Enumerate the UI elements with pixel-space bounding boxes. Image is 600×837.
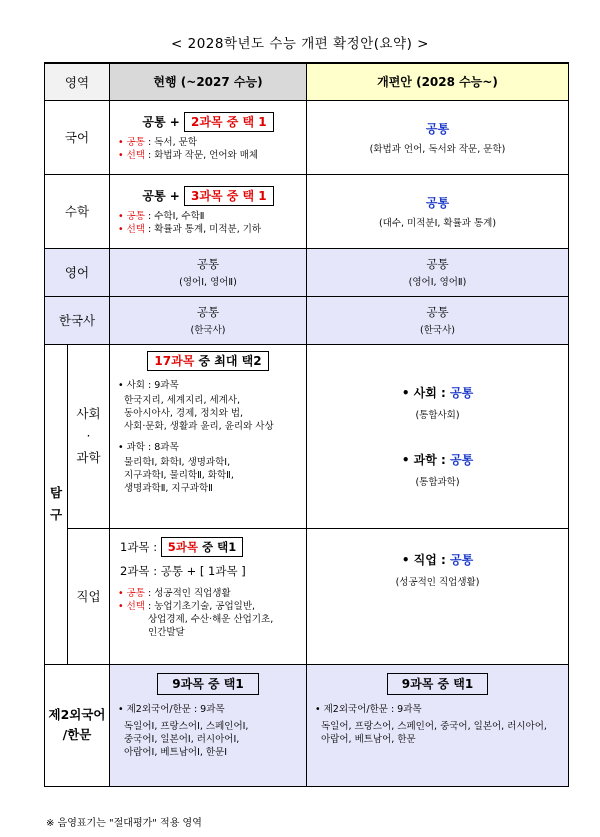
social-list-0: 한국지리, 세계지리, 세계사, [124,394,241,406]
voc-line2: 2과목 : 공통 + [ 1과목 ] [120,563,246,578]
korean-current: 공통 + 2과목 중 택 1 • 공통 : 독서, 문학 • 선택 : 화법과 작문, 언어와 매체 [110,100,307,174]
math-cur-box: 3과목 중 택 1 [184,186,274,206]
header-current: 현행 (~2027 수능) [110,63,307,100]
new-science-val: 공통 [450,453,474,467]
korean-cur-box: 2과목 중 택 1 [184,112,274,132]
row-socsci [45,344,569,528]
foreign-cur-list-0: 독일어Ⅰ, 프랑스어Ⅰ, 스페인어Ⅰ, [124,720,249,732]
row-history [45,296,569,344]
header-row [45,63,569,100]
foreign-new-head: • 제2외국어/한문 : 9과목 [315,703,422,715]
socsci-label-1: 사회 [76,406,101,421]
math-reform [307,174,569,248]
social-list-2: 사회·문화, 생활과 윤리, 윤리와 사상 [124,420,274,432]
header-reform: 개편안 (2028 수능~) [307,63,569,100]
row-vocational [45,528,569,664]
new-science-label: • 과학 : [401,453,450,467]
social-head: • 사회 : 9과목 [118,379,179,391]
area-inquiry-char-1: 구 [49,507,63,522]
area-inquiry [45,344,68,664]
voc-box-rest: 중 택1 [197,539,237,554]
english-current [110,248,307,296]
foreign-area-2: /한문 [62,727,92,742]
page-title: < 2028학년도 수능 개편 확정안(요약) > [171,36,429,52]
foreign-cur-list-2: 아랍어Ⅰ, 베트남어Ⅰ, 한문Ⅰ [124,746,228,758]
socsci-cur-box-red: 17과목 [154,353,195,368]
socsci-current [110,344,307,528]
korean-cur-tag-1: 선택 [126,150,145,161]
row-english [45,248,569,296]
area-history: 한국사 [45,296,110,344]
foreign-cur-head: • 제2외국어/한문 : 9과목 [118,703,225,715]
math-cur-text-0: : 수학Ⅰ, 수학Ⅱ [144,211,205,222]
english-cur-sub: (영어Ⅰ, 영어Ⅱ) [179,277,237,288]
row-korean [45,100,569,174]
math-new-sub: (대수, 미적분Ⅰ, 확률과 통계) [378,217,497,229]
english-reform [307,248,569,296]
korean-new-main: 공통 [425,121,450,136]
history-cur-main: 공통 [196,305,220,319]
foreign-cur-box: 9과목 중 택1 [157,673,258,695]
voc-text-1: : 농업기초기술, 공업일반, [144,600,256,612]
vocational-reform [307,528,569,664]
science-head: • 과학 : 8과목 [118,441,179,453]
area-korean: 국어 [45,100,110,174]
math-cur-tag-0: 공통 [126,211,145,222]
korean-reform [307,100,569,174]
foreign-area-1: 제2외국어 [48,707,106,722]
new-social-sub: (통합사회) [415,410,460,421]
reform-table [44,62,569,787]
voc-cont-0: 상업경제, 수산·해운 산업기초, [148,613,274,625]
area-socsci [68,344,110,528]
math-cur-tag-1: 선택 [126,224,145,235]
new-social-val: 공통 [450,386,474,400]
social-list-1: 동아시아사, 경제, 정치와 법, [124,407,244,419]
foreign-new-list-1: 아랍어, 베트남어, 한문 [321,733,416,745]
footnote: ※ 음영표기는 "절대평가" 적용 영역 [46,818,202,829]
area-english: 영어 [45,248,110,296]
science-list-1: 지구과학Ⅰ, 물리학Ⅱ, 화학Ⅱ, [124,469,234,481]
voc-tag-1: 선택 [126,600,145,612]
korean-cur-text-1: : 화법과 작문, 언어와 매체 [144,150,259,161]
foreign-reform [307,664,569,786]
english-new-sub: (영어Ⅰ, 영어Ⅱ) [408,277,467,288]
history-cur-sub: (한국사) [190,325,226,336]
row-foreign [45,664,569,786]
history-reform [307,296,569,344]
socsci-reform [307,344,569,528]
new-social-label: • 사회 : [401,386,450,400]
new-voc-label: • 직업 : [401,552,450,567]
voc-text-0: : 성공적인 직업생활 [144,587,231,599]
korean-cur-text-0: : 독서, 문학 [144,137,197,148]
header-area: 영역 [45,63,110,100]
new-voc-val: 공통 [450,552,474,567]
voc-line1-pre: 1과목 : [120,539,161,554]
english-new-main: 공통 [426,257,449,271]
history-current [110,296,307,344]
korean-cur-tag-0: 공통 [126,137,145,148]
korean-cur-main: 공통 + [142,115,180,129]
math-current: 공통 + 3과목 중 택 1 • 공통 : 수학Ⅰ, 수학Ⅱ • 선택 : 확률과 통계, 미적분, 기하 [110,174,307,248]
voc-box-red: 5과목 [167,539,198,554]
new-science-sub: (통합과학) [415,477,460,488]
new-voc-sub: (성공적인 직업생활) [395,576,480,588]
english-cur-main: 공통 [196,257,220,271]
math-cur-main: 공통 + [142,189,180,203]
socsci-cur-box-rest: 중 최대 택2 [194,353,262,368]
area-math: 수학 [45,174,110,248]
science-list-2: 생명과학Ⅱ, 지구과학Ⅱ [124,482,213,494]
area-vocational: 직업 [68,528,110,664]
row-math [45,174,569,248]
area-inquiry-char-0: 탐 [49,485,63,500]
area-foreign [45,664,110,786]
foreign-cur-list-1: 중국어Ⅰ, 일본어Ⅰ, 러시아어Ⅰ, [124,733,240,745]
history-new-sub: (한국사) [420,325,455,336]
math-new-main: 공통 [425,195,450,210]
socsci-label-dot: · [86,428,91,443]
korean-new-sub: (화법과 언어, 독서와 작문, 문학) [369,143,506,155]
history-new-main: 공통 [426,305,449,319]
socsci-label-2: 과학 [76,450,101,465]
foreign-new-list-0: 독일어, 프랑스어, 스페인어, 중국어, 일본어, 러시아어, [321,720,547,732]
voc-cont-1: 인간발달 [148,626,185,638]
voc-tag-0: 공통 [126,587,145,599]
foreign-new-box: 9과목 중 택1 [387,673,488,695]
vocational-current: 1과목 : 5과목 중 택1 2과목 : 공통 + [ 1과목 ] • 공통 : 성공적인 직업생활 • 선택 : 농업기초기술, 공업일반, 상업경제, 수산·해운 산업기초, 인간발달 [110,528,307,664]
science-list-0: 물리학Ⅰ, 화학Ⅰ, 생명과학Ⅰ, [124,456,231,468]
math-cur-text-1: : 확률과 통계, 미적분, 기하 [144,224,262,235]
foreign-current [110,664,307,786]
